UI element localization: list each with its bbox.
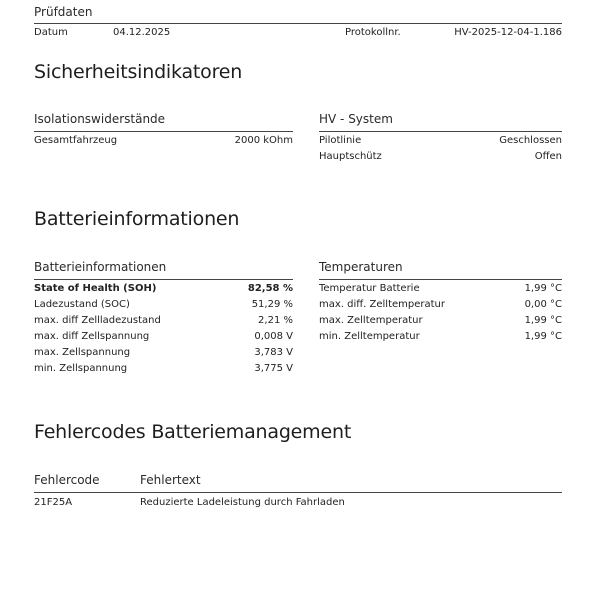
hv-row-value: Offen bbox=[534, 151, 562, 162]
battery-row-min-voltage bbox=[34, 361, 293, 377]
battery-info-heading: Batterieinformationen bbox=[34, 259, 293, 280]
fault-code-cell: 21F25A bbox=[34, 497, 73, 508]
section-title-safety: Sicherheitsindikatoren bbox=[34, 61, 243, 83]
protocol-value: HV-2025-12-04-1.186 bbox=[454, 27, 562, 38]
temp-row-value: 0,00 °C bbox=[524, 299, 562, 310]
hv-system-heading: HV - System bbox=[319, 111, 562, 132]
temp-row-label: max. Zelltemperatur bbox=[319, 315, 423, 326]
temp-row-value: 1,99 °C bbox=[524, 331, 562, 342]
battery-row-label: max. diff Zellladezustand bbox=[34, 315, 161, 326]
battery-row-soh bbox=[34, 281, 293, 297]
hv-row-label: Pilotlinie bbox=[319, 135, 362, 146]
temp-row-value: 1,99 °C bbox=[524, 315, 562, 326]
hv-row-pilotlinie bbox=[319, 133, 562, 149]
section-title-battery: Batterieinformationen bbox=[34, 208, 240, 230]
battery-row-label: max. Zellspannung bbox=[34, 347, 131, 358]
protocol-label: Protokollnr. bbox=[345, 27, 401, 38]
temp-row-label: max. diff. Zelltemperatur bbox=[319, 299, 446, 310]
temperatures-heading: Temperaturen bbox=[319, 259, 562, 280]
temp-row-label: Temperatur Batterie bbox=[319, 283, 420, 294]
battery-row-value: 0,008 V bbox=[254, 331, 293, 342]
battery-row-label: Ladezustand (SOC) bbox=[34, 299, 130, 310]
isolation-block bbox=[34, 111, 293, 149]
header-divider bbox=[34, 23, 562, 24]
fault-col-text: Fehlertext bbox=[140, 473, 201, 487]
hv-row-label: Hauptschütz bbox=[319, 151, 382, 162]
table-row bbox=[34, 493, 562, 511]
date-value: 04.12.2025 bbox=[113, 27, 171, 38]
battery-info-block bbox=[34, 259, 293, 377]
isolation-row-label: Gesamtfahrzeug bbox=[34, 135, 118, 146]
fault-code-table bbox=[34, 472, 562, 511]
fault-text-cell: Reduzierte Ladeleistung durch Fahrladen bbox=[140, 497, 345, 508]
battery-row-diff-soc bbox=[34, 313, 293, 329]
isolation-row bbox=[34, 133, 293, 149]
isolation-row-value: 2000 kOhm bbox=[234, 135, 293, 146]
temp-row-label: min. Zelltemperatur bbox=[319, 331, 420, 342]
temp-row-max bbox=[319, 313, 562, 329]
battery-row-value: 82,58 % bbox=[247, 283, 293, 294]
fault-col-code: Fehlercode bbox=[34, 473, 100, 487]
temp-row-battery bbox=[319, 281, 562, 297]
temp-row-min bbox=[319, 329, 562, 345]
battery-row-soc bbox=[34, 297, 293, 313]
battery-row-value: 2,21 % bbox=[258, 315, 293, 326]
hv-row-value: Geschlossen bbox=[499, 135, 562, 146]
battery-row-max-voltage bbox=[34, 345, 293, 361]
battery-row-value: 51,29 % bbox=[251, 299, 293, 310]
battery-row-value: 3,783 V bbox=[254, 347, 293, 358]
section-title-faults: Fehlercodes Batteriemanagement bbox=[34, 421, 352, 443]
battery-row-label: min. Zellspannung bbox=[34, 363, 128, 374]
battery-row-label: max. diff Zellspannung bbox=[34, 331, 150, 342]
date-label: Datum bbox=[34, 27, 68, 38]
battery-row-label: State of Health (SOH) bbox=[34, 283, 157, 294]
isolation-heading: Isolationswiderstände bbox=[34, 111, 293, 132]
hv-system-block bbox=[319, 111, 562, 165]
hv-row-hauptschuetz bbox=[319, 149, 562, 165]
report-title: Prüfdaten bbox=[34, 5, 93, 19]
battery-row-value: 3,775 V bbox=[254, 363, 293, 374]
temp-row-value: 1,99 °C bbox=[524, 283, 562, 294]
temp-row-max-diff bbox=[319, 297, 562, 313]
fault-table-header bbox=[34, 472, 562, 493]
temperatures-block bbox=[319, 259, 562, 345]
battery-row-diff-voltage bbox=[34, 329, 293, 345]
